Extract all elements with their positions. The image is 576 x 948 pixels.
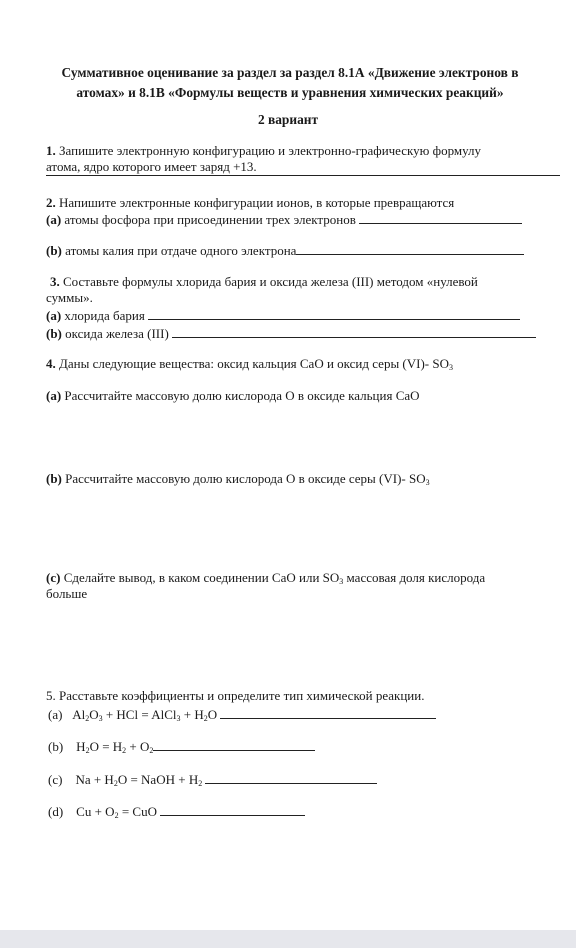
worksheet-title [40,63,540,103]
q5b-sub: 2 [85,746,90,755]
q5a-answer-blank[interactable] [220,706,436,719]
q5c-equation [48,771,377,788]
q4a-label: (a) [46,388,62,403]
q5a-sub: 3 [98,714,103,723]
q1-number: 1. [46,143,56,158]
q5a-part: + HCl = AlCl [102,707,177,722]
q4b-line [46,471,430,487]
q2b-text: атомы калия при отдаче одного электрона [61,243,297,258]
q5a-part: O [89,707,99,722]
q5c-sub: 2 [198,779,203,788]
q5b-answer-blank[interactable] [153,738,315,751]
q4b-text: Рассчитайте массовую долю кислорода О в оксиде серы (VI)- SO [61,471,426,486]
q5b-part: H [76,739,86,754]
q5-number: 5. [46,688,56,703]
q2a-line [46,211,522,228]
q5c-label: (c) [48,772,63,787]
q1-answer-rule [46,175,560,176]
q5d-answer-blank[interactable] [160,803,305,816]
q5c-sub: 2 [113,779,118,788]
q5d-equation [48,803,305,820]
q3b-line [46,325,536,342]
q5b-equation [48,738,315,755]
q2-line [46,195,454,211]
q3a-label: (a) [46,308,62,323]
q3-number: 3. [50,274,60,289]
q4c-line-2: больше [46,586,88,601]
viewer-bottom-bar [0,930,576,948]
q5a-sub: 3 [176,714,181,723]
q4-subscript: 3 [449,363,454,372]
q2a-answer-blank[interactable] [359,211,522,224]
q5a-part: + H [180,707,204,722]
q3a-line [46,307,520,324]
q5b-sub: 2 [122,746,127,755]
q5d-part: = CuO [118,804,161,819]
q4c-text-2: массовая доля кислорода [343,570,486,585]
q5d-label: (d) [48,804,64,819]
q5a-part: Al [72,707,86,722]
q4a-text: Рассчитайте массовую долю кислорода О в оксиде кальция CaO [61,388,420,403]
q2-text: Напишите электронные конфигурации ионов, в которые превращаются [55,195,455,210]
q4c-label: (c) [46,570,61,585]
q1-line-1 [46,143,481,159]
q5d-part: Cu + O [76,804,115,819]
q5b-label: (b) [48,739,64,754]
q3-text-1: Составьте формулы хлорида бария и оксида железа (III) методом «нулевой [59,274,478,289]
q4-line [46,356,453,372]
q5a-equation [48,706,436,723]
q5b-sub: 2 [149,746,154,755]
q4b-label: (b) [46,471,62,486]
q5c-part: Na + H [75,772,114,787]
q2a-label: (a) [46,212,62,227]
q4c-subscript: 3 [339,577,344,586]
q3a-text: хлорида бария [61,308,149,323]
q5a-sub: 2 [85,714,90,723]
q2b-label: (b) [46,243,62,258]
q5d-sub: 2 [114,811,119,820]
q4c-line-1 [46,570,485,586]
q3b-label: (b) [46,326,62,341]
q4c-text-1: Сделайте вывод, в каком соединении CaO или SO [60,570,340,585]
q4b-subscript: 3 [425,478,430,487]
q4a-line [46,388,420,404]
q3a-answer-blank[interactable] [148,307,520,320]
q1-text-1: Запишите электронную конфигурацию и электронно-графическую формулу [55,143,482,158]
q4-text: Даны следующие вещества: оксид кальция CaO и оксид серы (VI)- SO [55,356,450,371]
q5b-part: O = H [89,739,123,754]
q4-number: 4. [46,356,56,371]
q2b-line [46,242,524,259]
q3b-text: оксида железа (III) [61,326,173,341]
q5-text: Расставьте коэффициенты и определите тип химической реакции. [55,688,425,703]
q2-number: 2. [46,195,56,210]
title-line-1: Суммативное оценивание за раздел за раздел 8.1А «Движение электронов в [61,65,519,80]
q5a-sub: 2 [203,714,208,723]
q3-line-1 [50,274,478,290]
title-line-2: атомах» и 8.1В «Формулы веществ и уравнения химических реакций» [76,85,504,100]
q3b-answer-blank[interactable] [172,325,536,338]
q5c-answer-blank[interactable] [205,771,377,784]
q2b-answer-blank[interactable] [296,242,524,255]
q5c-part: O = NaOH + H [117,772,199,787]
q2a-text: атомы фосфора при присоединении трех электронов [61,212,360,227]
q5a-label: (a) [48,707,63,722]
variant-label: 2 вариант [257,112,319,127]
q1-line-2: атома, ядро которого имеет заряд +13. [46,159,257,174]
q3-line-2: суммы». [46,290,93,305]
q5b-part: + O [126,739,150,754]
q5-line [46,688,424,704]
q5a-part: O [207,707,221,722]
